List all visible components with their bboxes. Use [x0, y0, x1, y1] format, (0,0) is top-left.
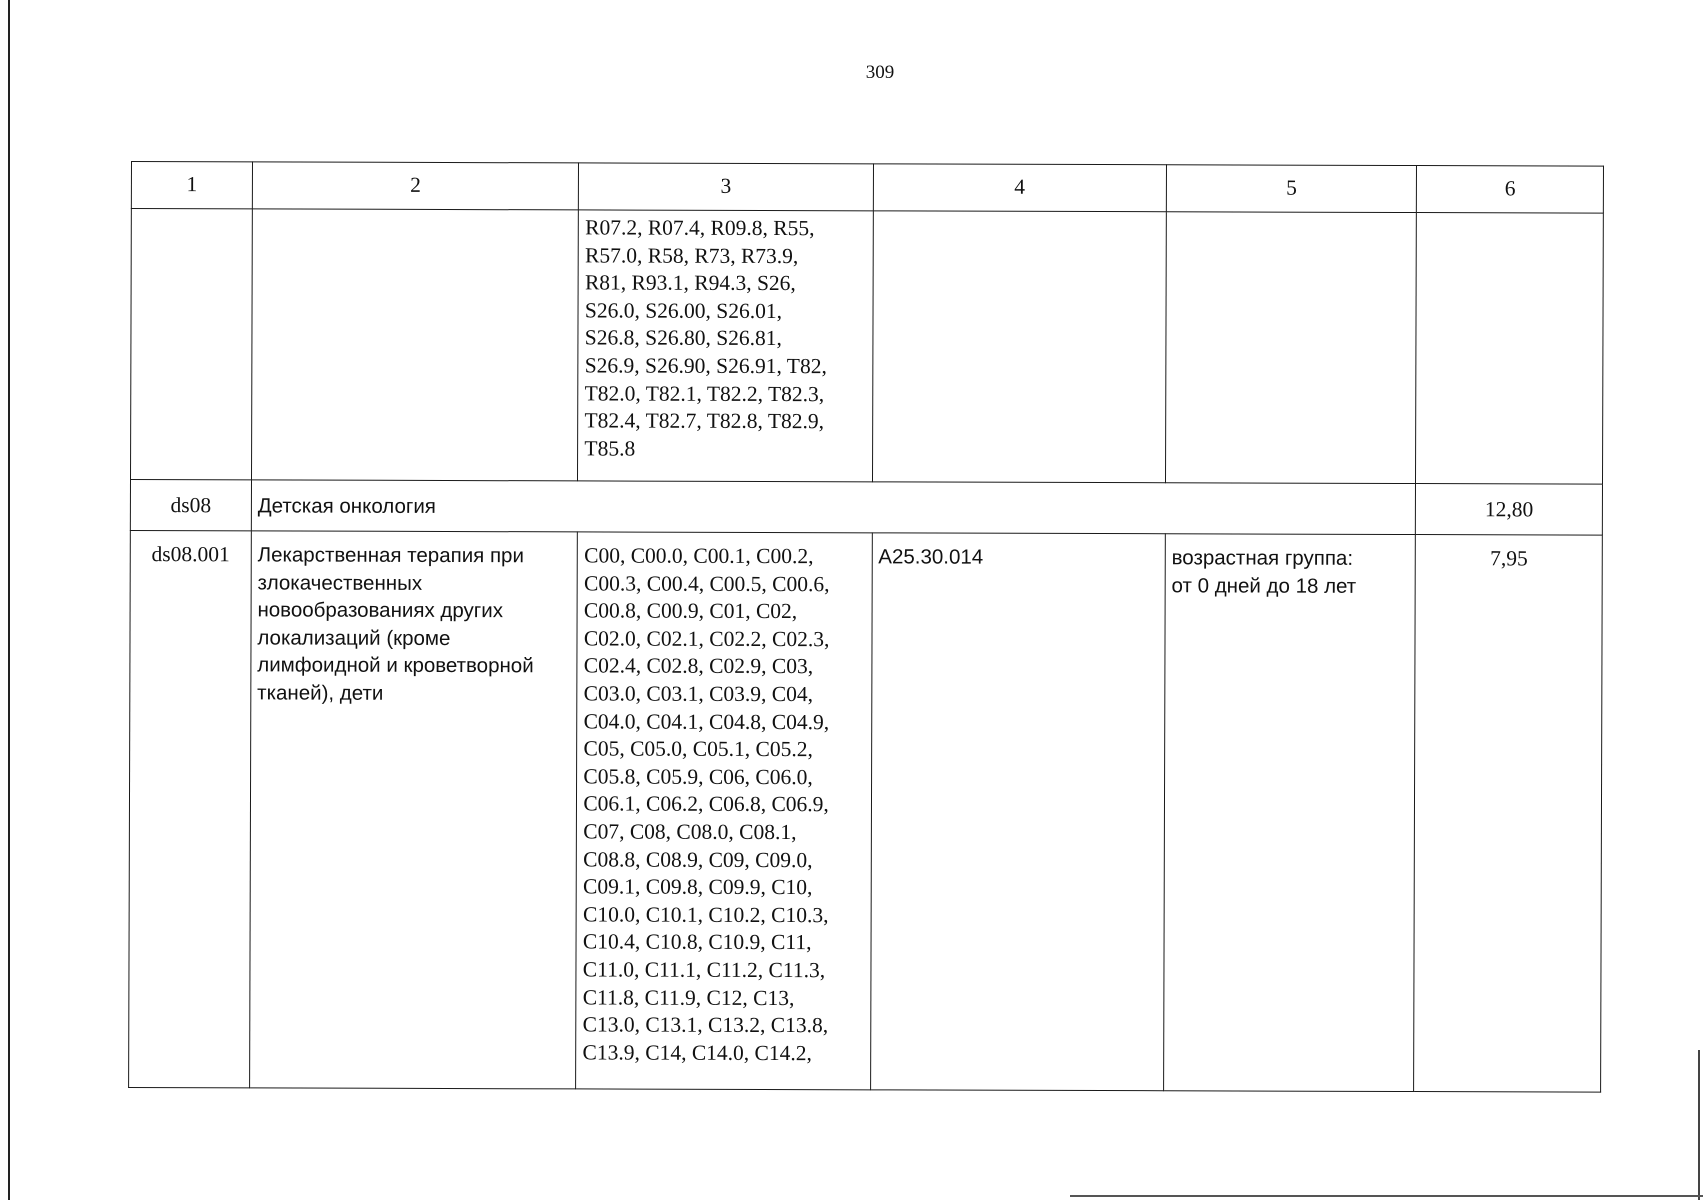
row-coefficient	[1416, 213, 1603, 485]
scan-edge-left	[8, 0, 10, 1200]
item-other-criteria: возрастная группа: от 0 дней до 18 лет	[1163, 534, 1415, 1092]
table-row-group	[130, 480, 1602, 536]
scan-edge-bottom	[1070, 1195, 1703, 1197]
header-col-4: 4	[873, 164, 1166, 212]
header-col-2: 2	[252, 162, 579, 210]
item-services: A25.30.014	[870, 533, 1165, 1091]
tariff-table	[128, 161, 1604, 1093]
header-col-5: 5	[1166, 165, 1417, 213]
group-code: ds08	[130, 480, 251, 531]
row-name	[251, 209, 578, 481]
row-other-criteria	[1165, 212, 1416, 484]
header-col-1: 1	[131, 162, 252, 209]
table-row	[130, 209, 1603, 485]
group-name: Детская онкология	[251, 480, 1416, 535]
item-code: ds08.001	[129, 530, 252, 1087]
item-icd-codes: C00, C00.0, C00.1, C00.2, C00.3, C00.4, C00.5, C00.6, C00.8, C00.9, C01, C02, C02.0, C02.1, C02.2, C02.3, C02.4, C02.8, C02.9, C03, C03.0, C03.1, C03.9, C04, C04.0, C04.1, C04.8, C04.9, C05, C05.0, C05.1, C05.2, C05.8, C05.9, C06, C06.0, C06.1, C06.2, C06.8, C06.9, C07, C08, C08.0, C08.1, C08.8, C08.9, C09, C09.0, C09.1, C09.8, C09.9, C10, C10.0, C10.1, C10.2, C10.3, C10.4, C10.8, C10.9, C11, C11.0, C11.1, C11.2, C11.3, C11.8, C11.9, C12, C13, C13.0, C13.1, C13.2, C13.8, C13.9, C14, C14.0, C14.2,	[576, 532, 872, 1090]
page-number: 309	[865, 62, 895, 83]
item-coefficient: 7,95	[1414, 535, 1602, 1093]
table-row	[129, 530, 1603, 1092]
item-name: Лекарственная терапия при злокачественных новообразованиях других локализаций (кроме лимфоидной и кроветворной тканей), дети	[249, 531, 577, 1089]
row-code	[130, 209, 252, 480]
header-col-6: 6	[1417, 166, 1604, 214]
scan-edge-right	[1698, 1050, 1700, 1200]
row-icd-codes: R07.2, R07.4, R09.8, R55, R57.0, R58, R73, R73.9, R81, R93.1, R94.3, S26, S26.0, S26.00, S26.01, S26.8, S26.80, S26.81, S26.9, S26.90, S26.91, T82, T82.0, T82.1, T82.2, T82.3, T82.4, T82.7, T82.8, T82.9, T85.8	[578, 210, 873, 482]
header-row	[131, 162, 1603, 214]
row-services	[872, 211, 1166, 483]
group-coefficient: 12,80	[1416, 484, 1603, 536]
header-col-3: 3	[579, 163, 873, 211]
